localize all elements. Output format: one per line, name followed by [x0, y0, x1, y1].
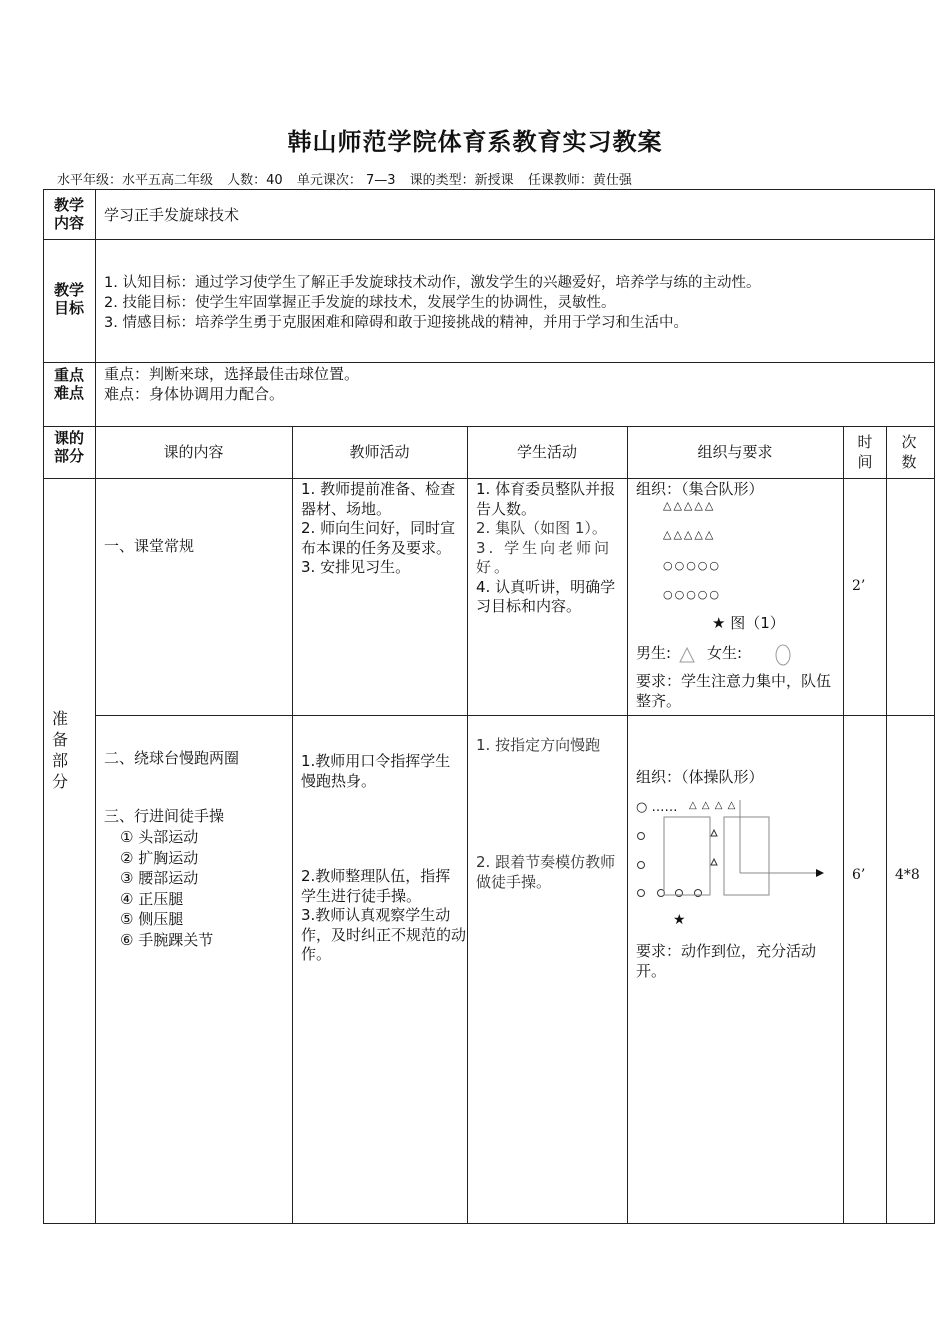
- hard-point: 难点：身体协调用力配合。: [104, 385, 285, 403]
- formation-lines-icon: [632, 795, 837, 930]
- figure-caption: ★ 图（1）: [712, 614, 785, 632]
- list-item: 2. 集队（如图 1）。: [476, 519, 607, 537]
- row2-content-exercise: 三、行进间徒手操: [104, 807, 225, 825]
- list-item: ④ 正压腿: [120, 889, 184, 908]
- list-item: 1. 教师提前准备、检查器材、场地。: [301, 480, 456, 518]
- info-count: 人数：40: [227, 173, 283, 188]
- header-time: 时间: [857, 433, 873, 471]
- section-part-label: 准备部分: [52, 709, 69, 791]
- list-item: 4. 认真听讲，明确学习目标和内容。: [476, 577, 616, 615]
- info-level: 水平年级：水平五高二年级: [57, 173, 214, 188]
- list-item: ① 头部运动: [120, 828, 199, 846]
- page-title: 韩山师范学院体育系教育实习教案: [287, 128, 663, 156]
- list-item: ⑥ 手腕踝关节: [120, 930, 214, 949]
- male-label: 男生:: [636, 644, 672, 662]
- list-item: ⑤ 侧压腿: [120, 910, 184, 928]
- gymnastics-formation-diagram: [632, 795, 837, 930]
- row1-org-title: 组织：（集合队形）: [636, 480, 764, 498]
- header-part: 课的部分: [53, 429, 84, 465]
- row2-reps: 4*8: [895, 867, 920, 883]
- exercise-list: [120, 827, 213, 950]
- row2-requirement: 要求：动作到位，充分活动开。: [636, 942, 817, 980]
- female-label: 女生:: [707, 644, 743, 662]
- row2-teacher-3: 3.教师认真观察学生动作，及时纠正不规范的动作。: [301, 906, 467, 963]
- triangle-icon: [679, 647, 695, 663]
- list-item: ② 扩胸运动: [120, 848, 199, 867]
- triangle-row-icon: △△△△△: [663, 528, 716, 541]
- row2-student-1: 1. 按指定方向慢跑: [476, 736, 601, 754]
- star-icon: ★: [673, 912, 686, 928]
- row2-student-2: 2. 跟着节奏模仿教师做徒手操。: [476, 853, 616, 891]
- info-teacher: 任课教师：黄仕强: [527, 173, 632, 188]
- list-item: 1. 体育委员整队并报告人数。: [476, 480, 616, 518]
- list-item: ③ 腰部运动: [120, 869, 199, 887]
- row1-requirement: 要求：学生注意力集中，队伍整齐。: [636, 672, 832, 710]
- content-text: 学习正手发旋球技术: [104, 206, 240, 224]
- goals-label: 教学目标: [53, 281, 84, 317]
- triangle-row-icon: △ △ △ △: [689, 800, 737, 811]
- goal-item: 3. 情感目标：培养学生勇于克服困难和障碍和敢于迎接挑战的精神，并用于学习和生活中。: [104, 315, 688, 331]
- circle-row-icon: ○○○○○: [663, 588, 721, 601]
- row2-org-title: 组织：（体操队形）: [636, 768, 764, 786]
- key-point: 重点：判断来球，选择最佳击球位置。: [104, 365, 360, 383]
- row1-teacher-list: [301, 480, 465, 578]
- content-label: 教学内容: [53, 196, 84, 232]
- goal-item: 2. 技能目标：使学生牢固掌握正手发旋的球技术，发展学生的协调性，灵敏性。: [104, 295, 616, 311]
- circle-icon: [775, 644, 791, 666]
- row1-student-list: [476, 480, 623, 617]
- header-content: 课的内容: [163, 443, 224, 461]
- row2-time: 6’: [852, 867, 866, 883]
- keypoints-label: 重点难点: [53, 366, 84, 402]
- row2-teacher-1: 1.教师用口令指挥学生慢跑热身。: [301, 752, 451, 790]
- row2-content-run: 二、绕球台慢跑两圈: [104, 749, 240, 767]
- header-student: 学生活动: [516, 443, 577, 461]
- header-teacher: 教师活动: [349, 443, 410, 461]
- header-reps: 次数: [901, 433, 917, 471]
- info-type: 课的类型：新授课: [409, 173, 514, 188]
- list-item: 2. 师向生问好，同时宣布本课的任务及要求。: [301, 519, 456, 557]
- info-unit: 单元课次： 7—3: [296, 173, 396, 188]
- row1-content: 一、课堂常规: [104, 537, 195, 555]
- list-item: 3. 安排见习生。: [301, 558, 411, 576]
- header-org: 组织与要求: [697, 443, 773, 461]
- goal-item: 1. 认知目标：通过学习使学生了解正手发旋球技术动作，激发学生的兴趣爱好，培养学与练的主动性。: [104, 275, 761, 291]
- row1-time: 2’: [852, 578, 866, 594]
- dots-label: ○ ……: [636, 800, 678, 815]
- triangle-row-icon: △△△△△: [663, 499, 716, 512]
- row2-teacher-2: 2.教师整理队伍，指挥学生进行徒手操。: [301, 867, 451, 905]
- circle-row-icon: ○○○○○: [663, 559, 721, 572]
- header-info: [57, 169, 642, 188]
- list-item: 3. 学生向老师问好。: [476, 538, 613, 576]
